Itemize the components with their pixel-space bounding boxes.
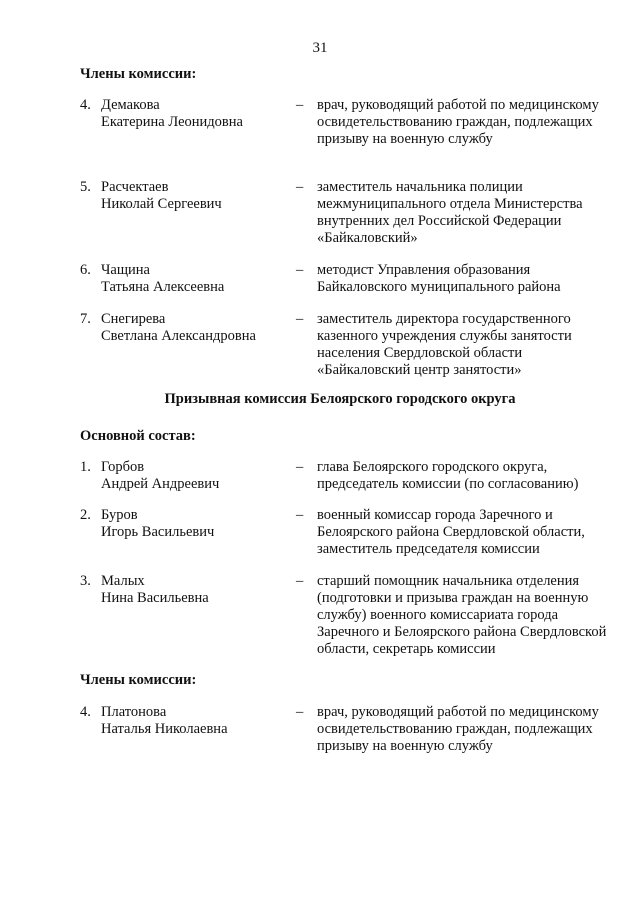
surname: Малых [101,573,145,589]
surname: Горбов [101,459,145,475]
position-description: заместитель директора государственного казенного учреждения службы занятости населения Свердловской области «Байкаловский центр занятости» [317,311,572,378]
surname: Снегирева [101,311,166,327]
members-heading: Члены комиссии: [80,672,197,688]
surname: Демакова [101,97,160,113]
surname: Буров [101,507,138,523]
position-description: старший помощник начальника отделения (подготовки и призыва граждан на военную службу) военного комиссариата города Заречного и Белоярского района Свердловской области, секретарь комиссии [317,573,607,657]
dash: – [296,704,304,720]
members-heading: Члены комиссии: [80,66,197,82]
given-names: Николай Сергеевич [101,196,222,212]
position-description: методист Управления образования Байкаловского муниципального района [317,262,561,295]
given-names: Екатерина Леонидовна [101,114,243,130]
person-name [101,573,291,607]
given-names: Андрей Андреевич [101,476,220,492]
given-names: Светлана Александровна [101,328,256,344]
item-number: 6. [80,262,91,278]
person-name [101,507,291,541]
dash: – [296,507,304,523]
given-names: Татьяна Алексеевна [101,279,225,295]
person-name [101,97,291,131]
main-composition-heading: Основной состав: [80,428,196,444]
given-names: Нина Васильевна [101,590,209,606]
dash: – [296,459,304,475]
dash: – [296,97,304,113]
dash: – [296,573,304,589]
given-names: Игорь Васильевич [101,524,215,540]
item-number: 3. [80,573,91,589]
position-description: врач, руководящий работой по медицинскому освидетельствованию граждан, подлежащих призыву на военную службу [317,97,599,147]
surname: Расчектаев [101,179,169,195]
item-number: 4. [80,704,91,720]
dash: – [296,311,304,327]
person-name [101,459,291,493]
person-name [101,262,291,296]
item-number: 1. [80,459,91,475]
position-description: врач, руководящий работой по медицинскому освидетельствованию граждан, подлежащих призыву на военную службу [317,704,599,754]
person-name [101,704,291,738]
position-description: глава Белоярского городского округа, председатель комиссии (по согласованию) [317,459,579,492]
commission-title: Призывная комиссия Белоярского городского округа [164,391,516,407]
position-description: заместитель начальника полиции межмуниципального отдела Министерства внутренних дел Российской Федерации «Байкаловский» [317,179,583,246]
surname: Чащина [101,262,150,278]
given-names: Наталья Николаевна [101,721,228,737]
person-name [101,179,291,213]
surname: Платонова [101,704,167,720]
item-number: 7. [80,311,91,327]
person-name [101,311,291,345]
dash: – [296,179,304,195]
item-number: 4. [80,97,91,113]
page-number: 31 [312,40,328,56]
dash: – [296,262,304,278]
item-number: 5. [80,179,91,195]
position-description: военный комиссар города Заречного и Белоярского района Свердловской области, заместитель председателя комиссии [317,507,585,557]
item-number: 2. [80,507,91,523]
